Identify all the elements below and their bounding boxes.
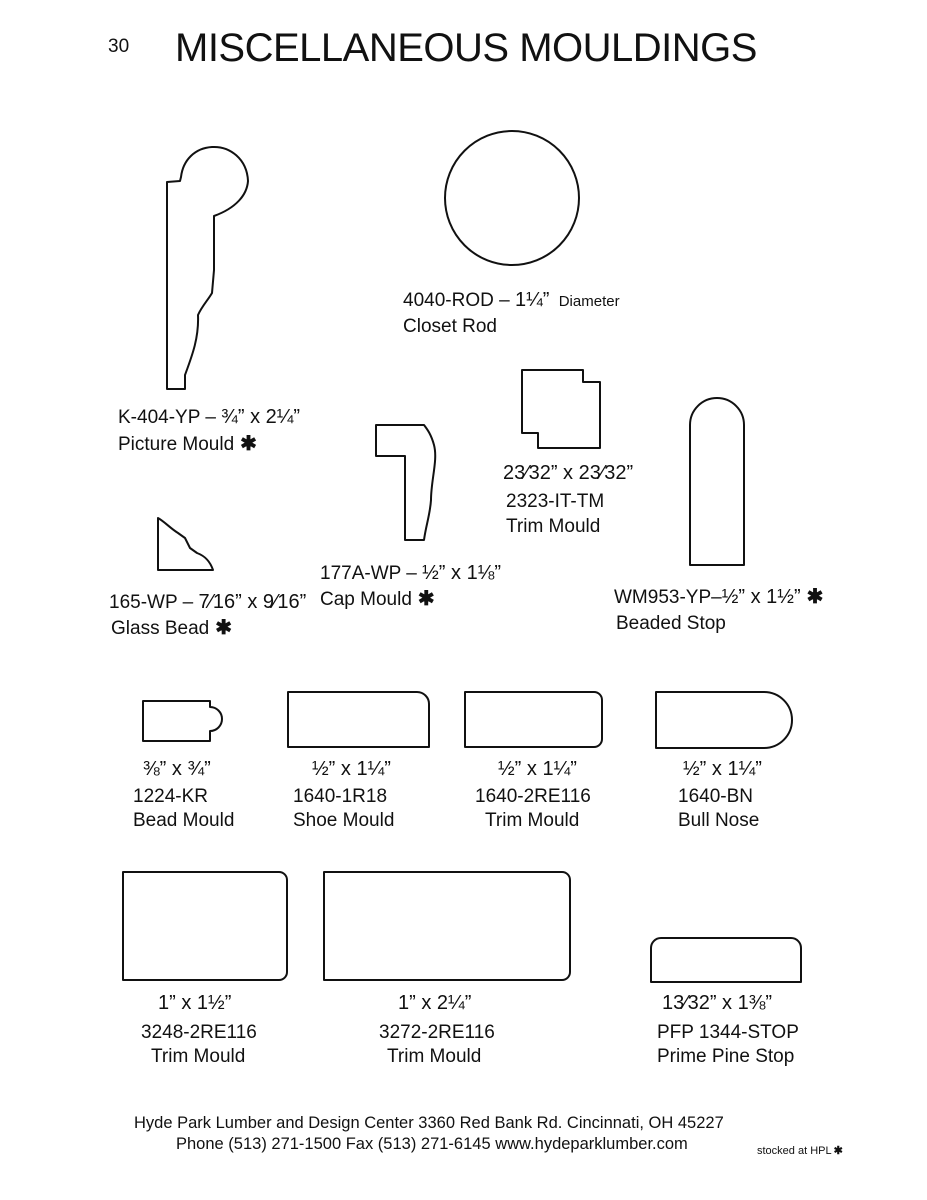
closet-rod-profile bbox=[445, 131, 579, 265]
trim-mould-3248-size: 1” x 1½” bbox=[158, 992, 232, 1014]
trim-mould-2323-name: Trim Mould bbox=[506, 516, 601, 537]
beaded-stop-name: Beaded Stop bbox=[616, 613, 726, 634]
page-number: 30 bbox=[108, 36, 130, 57]
cap-mould-size: ½” x 1⅛” bbox=[422, 562, 502, 584]
closet-rod-name: Closet Rod bbox=[403, 316, 497, 337]
cap-mould-dash: – bbox=[406, 563, 417, 584]
glass-bead-code: 165-WP bbox=[109, 592, 178, 613]
page-title: MISCELLANEOUS MOULDINGS bbox=[175, 26, 757, 70]
beaded-stop-size: ½” x 1½” bbox=[721, 586, 801, 608]
closet-rod-code: 4040-ROD bbox=[403, 290, 494, 311]
bull-nose-size: ½” x 1¼” bbox=[683, 758, 762, 780]
trim-mould-3248-profile bbox=[123, 872, 287, 980]
picture-mould-dash: – bbox=[205, 407, 216, 428]
trim-mould-3272-name: Trim Mould bbox=[387, 1046, 482, 1067]
picture-mould-code: K-404-YP bbox=[118, 407, 201, 428]
trim-mould-3248-name: Trim Mould bbox=[151, 1046, 246, 1067]
prime-pine-stop-code: PFP 1344-STOP bbox=[657, 1022, 799, 1043]
footer-stock-marker: ✱ bbox=[833, 1145, 843, 1157]
glass-bead-dash: – bbox=[182, 592, 194, 613]
footer-stock-note: stocked at HPL bbox=[757, 1145, 832, 1157]
trim-mould-3272-profile bbox=[324, 872, 570, 980]
trim-mould-3272-code: 3272-2RE116 bbox=[379, 1022, 495, 1043]
trim-mould-2323-size: 23⁄32” x 23⁄32” bbox=[503, 462, 634, 484]
bead-mould-name: Bead Mould bbox=[133, 810, 235, 831]
shoe-mould-code: 1640-1R18 bbox=[293, 786, 388, 807]
bead-mould-code: 1224-KR bbox=[133, 786, 208, 807]
cap-mould-stock-marker: ✱ bbox=[417, 588, 435, 610]
footer-stock-note-line bbox=[757, 1146, 843, 1157]
cap-mould-name: Cap Mould bbox=[320, 589, 412, 610]
shoe-mould-profile bbox=[288, 692, 429, 747]
trim-mould-1640-size: ½” x 1¼” bbox=[498, 758, 577, 780]
footer-address: Hyde Park Lumber and Design Center 3360 Red Bank Rd. Cincinnati, OH 45227 bbox=[134, 1114, 724, 1132]
trim-mould-1640-profile bbox=[465, 692, 602, 747]
glass-bead-profile bbox=[158, 518, 213, 570]
shoe-mould-size: ½” x 1¼” bbox=[312, 758, 391, 780]
glass-bead-code-line bbox=[109, 592, 306, 612]
beaded-stop-code: WM953-YP bbox=[614, 587, 712, 608]
bead-mould-size: ⅜” x ¾” bbox=[143, 758, 211, 780]
cap-mould-profile bbox=[376, 425, 435, 540]
beaded-stop-dash: – bbox=[711, 587, 722, 608]
footer-contact: Phone (513) 271-1500 Fax (513) 271-6145 www.hydeparklumber.com bbox=[176, 1135, 688, 1153]
cap-mould-name-line bbox=[320, 589, 435, 609]
glass-bead-name-line bbox=[111, 618, 232, 638]
cap-mould-code: 177A-WP bbox=[320, 563, 401, 584]
picture-mould-name-line bbox=[118, 434, 257, 454]
shoe-mould-name: Shoe Mould bbox=[293, 810, 395, 831]
bull-nose-profile bbox=[656, 692, 792, 748]
cap-mould-code-line bbox=[320, 563, 501, 583]
prime-pine-stop-profile bbox=[651, 938, 801, 982]
prime-pine-stop-size: 13⁄32” x 1⅜” bbox=[662, 992, 773, 1014]
bull-nose-code: 1640-BN bbox=[678, 786, 753, 807]
trim-mould-1640-code: 1640-2RE116 bbox=[475, 786, 591, 807]
beaded-stop-profile bbox=[690, 398, 744, 565]
trim-mould-3248-code: 3248-2RE116 bbox=[141, 1022, 257, 1043]
bead-mould-profile bbox=[143, 701, 222, 741]
glass-bead-size: 7⁄16” x 9⁄16” bbox=[198, 591, 307, 613]
trim-mould-2323-code: 2323-IT-TM bbox=[506, 491, 605, 512]
trim-mould-1640-name: Trim Mould bbox=[485, 810, 580, 831]
picture-mould-name: Picture Mould bbox=[118, 434, 235, 455]
beaded-stop-stock-marker: ✱ bbox=[806, 586, 824, 608]
glass-bead-name: Glass Bead bbox=[111, 618, 210, 639]
closet-rod-size: 1¼” bbox=[514, 289, 550, 311]
glass-bead-stock-marker: ✱ bbox=[215, 617, 232, 639]
picture-mould-code-line bbox=[118, 407, 300, 427]
closet-rod-diameter-label: Diameter bbox=[558, 293, 620, 310]
beaded-stop-code-line bbox=[614, 587, 823, 607]
prime-pine-stop-name: Prime Pine Stop bbox=[657, 1046, 795, 1067]
trim-mould-3272-size: 1” x 2¼” bbox=[398, 992, 472, 1014]
closet-rod-dash: – bbox=[499, 290, 510, 311]
trim-mould-2323-profile bbox=[522, 370, 600, 448]
closet-rod-code-line bbox=[403, 290, 620, 310]
bull-nose-name: Bull Nose bbox=[678, 810, 760, 831]
picture-mould-stock-marker: ✱ bbox=[240, 433, 257, 455]
picture-mould-profile bbox=[167, 147, 248, 389]
picture-mould-size: ¾” x 2¼” bbox=[221, 406, 301, 428]
